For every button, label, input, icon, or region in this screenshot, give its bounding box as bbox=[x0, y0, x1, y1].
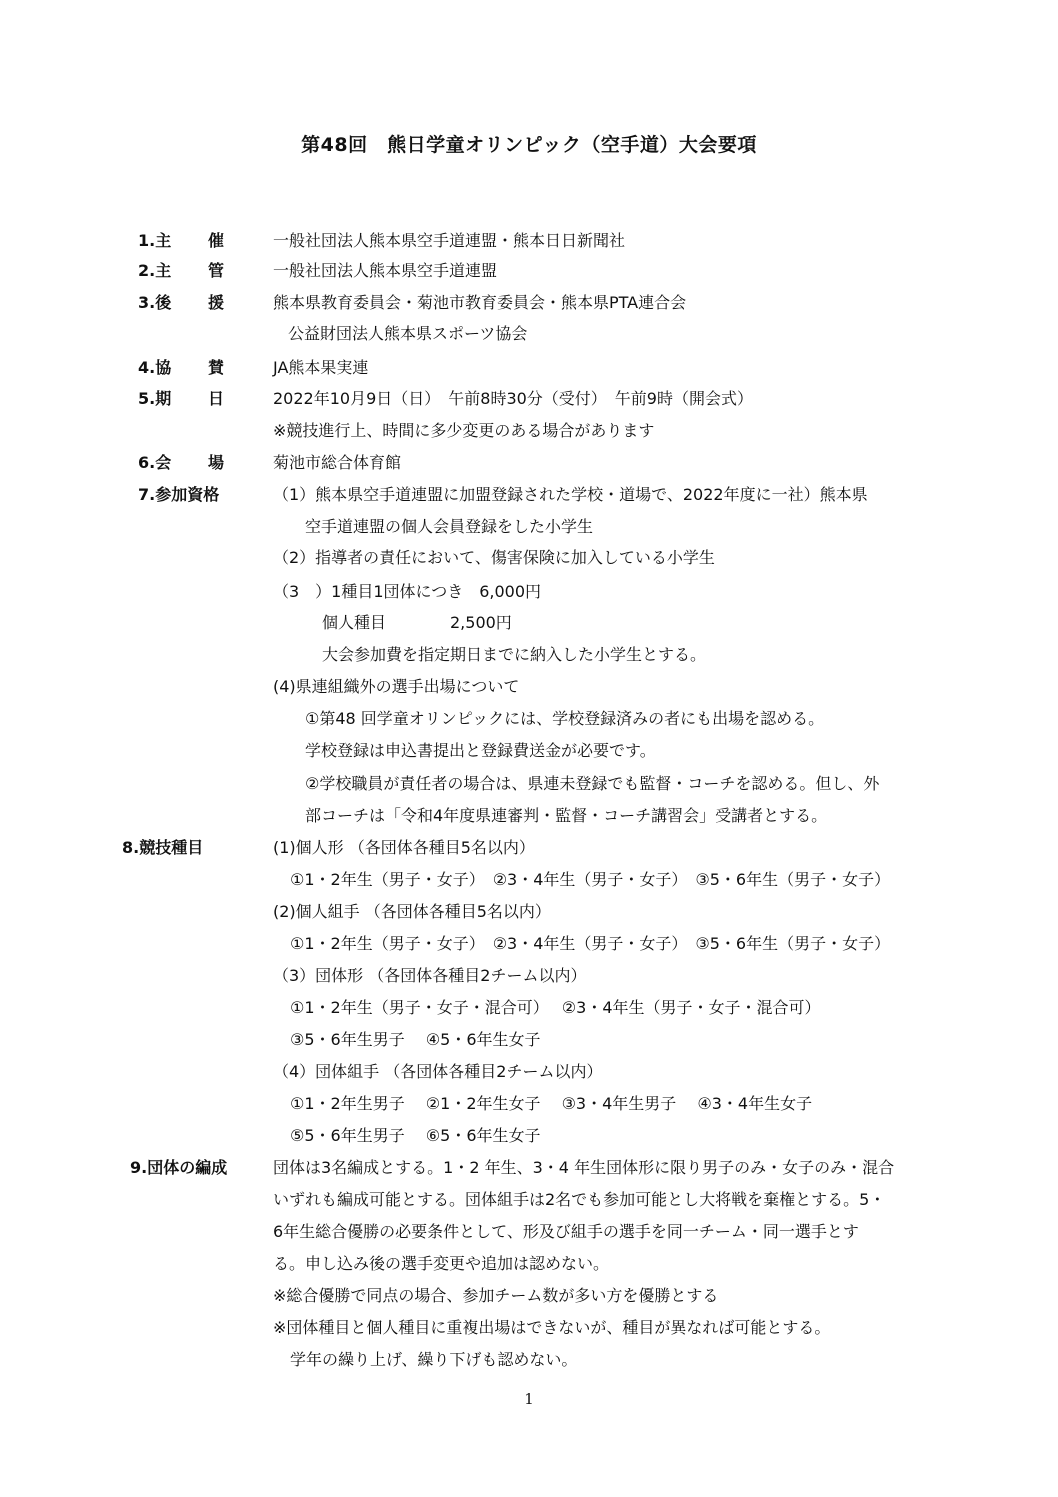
section-number: 3.後 bbox=[138, 293, 172, 312]
section-text: 一般社団法人熊本県空手道連盟 bbox=[273, 261, 498, 280]
section-text: （1）熊本県空手道連盟に加盟登録された学校・道場で、2022年度に一社）熊本県 bbox=[273, 485, 868, 504]
section-number: 1.主 bbox=[138, 231, 172, 250]
section-text: （2）指導者の責任において、傷害保険に加入している小学生 bbox=[273, 548, 715, 567]
section-label-tail: 日 bbox=[208, 389, 225, 408]
section-label-tail: 催 bbox=[208, 231, 225, 250]
section-label: 7.参加資格 bbox=[138, 485, 220, 504]
section-text: ①1・2年生（男子・女子） ②3・4年生（男子・女子） ③5・6年生（男子・女子） bbox=[290, 870, 891, 889]
section-label-tail: 場 bbox=[208, 453, 225, 472]
section-text: 学校登録は申込書提出と登録費送金が必要です。 bbox=[305, 741, 656, 760]
section-text: ③5・6年生男子 ④5・6年生女子 bbox=[290, 1030, 541, 1049]
section-text: ※競技進行上、時間に多少変更のある場合があります bbox=[273, 421, 655, 440]
section-text: 2022年10月9日（日） 午前8時30分（受付） 午前9時（開会式） bbox=[273, 389, 753, 408]
section-number: 2.主 bbox=[138, 261, 172, 280]
section-text: ①1・2年生（男子・女子） ②3・4年生（男子・女子） ③5・6年生（男子・女子） bbox=[290, 934, 891, 953]
section-text: 一般社団法人熊本県空手道連盟・熊本日日新聞社 bbox=[273, 231, 626, 250]
section-text: (1)個人形 （各団体各種目5名以内） bbox=[273, 838, 535, 857]
section-text: 熊本県教育委員会・菊池市教育委員会・熊本県PTA連合会 bbox=[273, 293, 687, 312]
section-text: ※総合優勝で同点の場合、参加チーム数が多い方を優勝とする bbox=[273, 1286, 719, 1305]
section-text: 6年生総合優勝の必要条件として、形及び組手の選手を同一チーム・同一選手とす bbox=[273, 1222, 859, 1241]
section-text: （3）団体形 （各団体各種目2チーム以内） bbox=[273, 966, 587, 985]
section-text: ①第48 回学童オリンピックには、学校登録済みの者にも出場を認める。 bbox=[305, 709, 825, 728]
section-number: 4.協 bbox=[138, 358, 172, 377]
section-text: 部コーチは「令和4年度県連審判・監督・コーチ講習会」受講者とする。 bbox=[305, 806, 828, 825]
page-number: 1 bbox=[524, 1390, 534, 1408]
page-title: 第48回 熊日学童オリンピック（空手道）大会要項 bbox=[301, 134, 757, 156]
section-text: 団体は3名編成とする。1・2 年生、3・4 年生団体形に限り男子のみ・女子のみ・混合 bbox=[273, 1158, 895, 1177]
section-text: いずれも編成可能とする。団体組手は2名でも参加可能とし大将戦を棄権とする。5・ bbox=[273, 1190, 886, 1209]
section-number: 5.期 bbox=[138, 389, 172, 408]
section-label-tail: 賛 bbox=[208, 358, 225, 377]
section-text: ※団体種目と個人種目に重複出場はできないが、種目が異なれば可能とする。 bbox=[273, 1318, 831, 1337]
section-label: 9.団体の編成 bbox=[130, 1158, 228, 1177]
section-number: 6.会 bbox=[138, 453, 172, 472]
section-text: ①1・2年生男子 ②1・2年生女子 ③3・4年生男子 ④3・4年生女子 bbox=[290, 1094, 813, 1113]
section-text: 学年の繰り上げ、繰り下げも認めない。 bbox=[290, 1350, 578, 1369]
section-text: 菊池市総合体育館 bbox=[273, 453, 402, 472]
section-text: る。申し込み後の選手変更や追加は認めない。 bbox=[273, 1254, 610, 1273]
section-label: 8.競技種目 bbox=[122, 838, 204, 857]
section-text: 個人種目 2,500円 bbox=[322, 613, 512, 632]
section-text: （4）団体組手 （各団体各種目2チーム以内） bbox=[273, 1062, 603, 1081]
section-text: (4)県連組織外の選手出場について bbox=[273, 677, 520, 696]
section-text: JA熊本果実連 bbox=[273, 358, 369, 377]
section-label-tail: 管 bbox=[208, 261, 225, 280]
section-text: ①1・2年生（男子・女子・混合可） ②3・4年生（男子・女子・混合可） bbox=[290, 998, 821, 1017]
section-text: 公益財団法人熊本県スポーツ協会 bbox=[288, 324, 528, 343]
section-text: ②学校職員が責任者の場合は、県連未登録でも監督・コーチを認める。但し、外 bbox=[305, 774, 880, 793]
section-text: （3 ）1種目1団体につき 6,000円 bbox=[273, 582, 542, 601]
section-label-tail: 援 bbox=[208, 293, 225, 312]
section-text: 大会参加費を指定期日までに納入した小学生とする。 bbox=[322, 645, 707, 664]
section-text: ⑤5・6年生男子 ⑥5・6年生女子 bbox=[290, 1126, 541, 1145]
section-text: (2)個人組手 （各団体各種目5名以内） bbox=[273, 902, 551, 921]
section-text: 空手道連盟の個人会員登録をした小学生 bbox=[305, 517, 594, 536]
